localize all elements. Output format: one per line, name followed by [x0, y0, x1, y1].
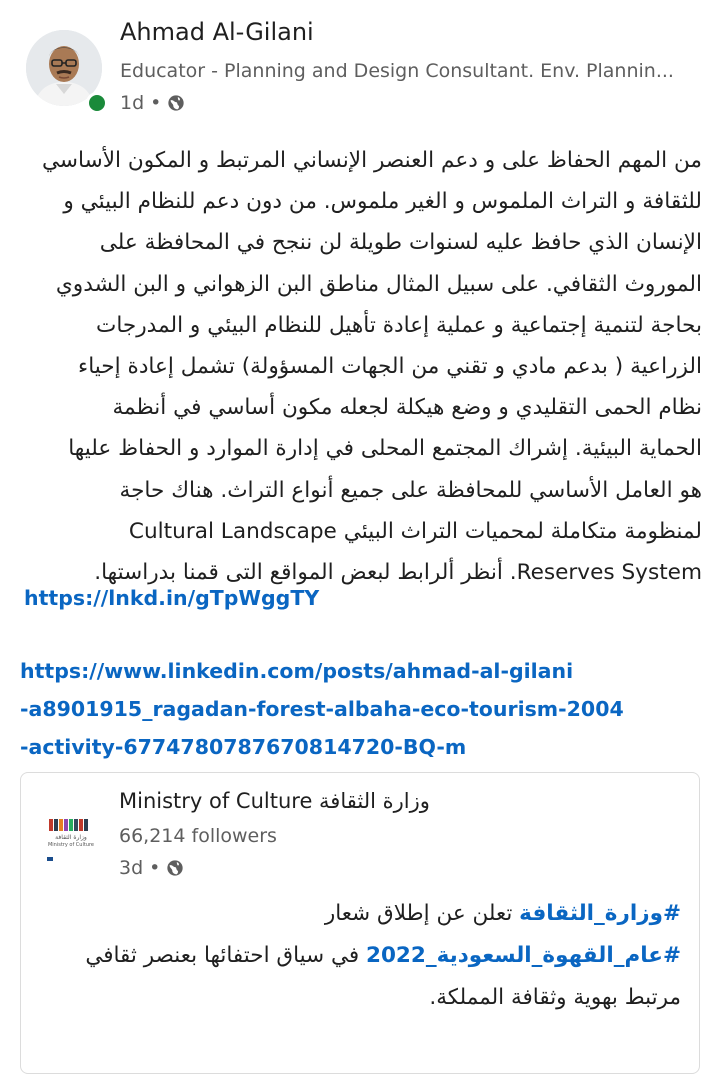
shared-line [51, 935, 681, 977]
shared-post-time: 3d [119, 857, 144, 879]
post-line: هو العامل الأساسي للمحافظة على جميع أنواع التراث. هناك حاجة [119, 477, 702, 503]
post-line: الحماية البيئية. إشراك المجتمع المحلى في إدارة الموارد و الحفاظ عليها [68, 436, 702, 462]
post-url-line: -a8901915_ragadan-forest-albaha-eco-tourism-2004 [20, 697, 624, 721]
shared-post-card[interactable] [20, 772, 700, 1074]
post-url-line: https://www.linkedin.com/posts/ahmad-al-gilani [20, 659, 574, 683]
shared-line [51, 893, 681, 935]
logo-english-text: Ministry of Culture [47, 842, 95, 848]
org-name[interactable]: Ministry of Culture وزارة الثقافة [119, 789, 430, 813]
post-url-link[interactable] [20, 652, 710, 766]
post-time: 1d [120, 92, 145, 114]
post-line: الموروث الثقافي. على سبيل المثال مناطق البن الزهواني و البن الشدوي [55, 271, 702, 297]
logo-arabic-text: وزارة الثقافة [55, 834, 87, 841]
post-meta [120, 92, 185, 114]
post-line: للثقافة و التراث الملموس و الغير ملموس. من دون دعم للنظام البيئي و [63, 189, 702, 215]
meta-separator: • [149, 857, 161, 879]
author-name[interactable]: Ahmad Al-Gilani [120, 18, 314, 46]
hashtag-saudi-coffee-year[interactable]: #عام_القهوة_السعودية_2022 [366, 943, 681, 968]
post-line: لمنظومة متكاملة لمحميات التراث البيئي Cultural Landscape [128, 518, 702, 544]
post-line: Reserves System. أنظر ألرابط لبعض المواقع التى قمنا بدراستها. [94, 560, 702, 586]
org-followers: 66,214 followers [119, 825, 277, 847]
post-text [18, 140, 702, 593]
post-line: من المهم الحفاظ على و دعم العنصر الإنساني المرتبط و المكون الأساسي [41, 148, 702, 173]
post-line: نظام الحمى التقليدي و وضع هيكلة لجعله مكون أساسي في أنظمة [112, 395, 702, 421]
globe-icon [167, 94, 185, 112]
meta-separator: • [150, 92, 162, 114]
post-line: الإنسان الذي حافظ عليه لسنوات طويلة لن ننجح في المحافظة على [99, 230, 702, 256]
shared-text: تعلن عن إطلاق شعار [324, 901, 520, 926]
shared-line: مرتبط بهوية وثقافة المملكة. [429, 985, 681, 1010]
hashtag-ministry-of-culture[interactable]: #وزارة_الثقافة [519, 901, 681, 926]
post-line: الزراعية ( بدعم مادي و تقني من الجهات المسؤولة) تشمل إعادة إحياء [78, 354, 702, 380]
ministry-of-culture-logo[interactable] [43, 813, 99, 869]
post-header [0, 0, 720, 140]
online-status-indicator [86, 92, 108, 114]
shared-post-text [51, 893, 681, 1019]
shared-text: في سياق احتفائها بعنصر ثقافي [85, 943, 366, 968]
author-headline: Educator - Planning and Design Consultant. Env. Plannin... [120, 60, 674, 82]
shared-post-meta [119, 857, 184, 879]
post-line: بحاجة لتنمية إجتماعية و عملية إعادة تأهيل للنظام البيئي و المدرجات [95, 312, 702, 338]
short-link[interactable]: https://lnkd.in/gTpWggTY [24, 586, 320, 610]
globe-icon [166, 859, 184, 877]
post-url-line: -activity-6774780787670814720-BQ-m [20, 735, 467, 759]
